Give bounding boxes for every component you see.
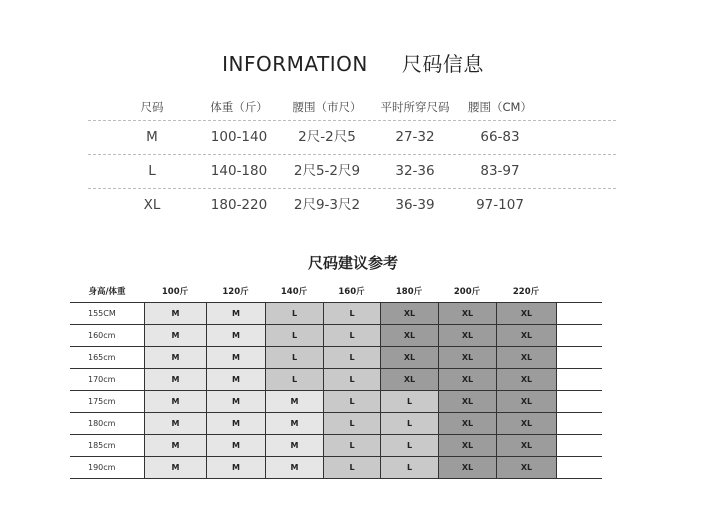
size-recommend-cell: XL — [496, 457, 556, 478]
size-recommend-cell: L — [323, 391, 380, 412]
waist-shichi-cell: 2尺-2尺5 — [298, 129, 356, 145]
recommend-title: 尺码建议参考 — [307, 254, 398, 272]
size-recommend-cell: M — [206, 457, 265, 478]
table-row — [70, 303, 602, 325]
size-recommend-cell: L — [323, 347, 380, 368]
size-recommend-cell: M — [206, 435, 265, 456]
size-info-row — [88, 155, 616, 188]
size-recommend-cell: L — [323, 413, 380, 434]
height-label: 155CM — [88, 309, 116, 318]
size-recommend-cell: M — [265, 457, 323, 478]
height-label: 170cm — [88, 375, 116, 384]
size-recommend-cell: L — [323, 369, 380, 390]
size-recommend-cell: M — [144, 325, 206, 346]
size-recommend-cell: M — [206, 413, 265, 434]
waist-cm-cell: 97-107 — [476, 197, 524, 213]
size-recommend-cell: XL — [380, 325, 438, 346]
usual-size-cell: 36-39 — [395, 197, 435, 213]
size-recommend-cell: XL — [496, 369, 556, 390]
size-recommend-cell: M — [206, 369, 265, 390]
size-recommend-cell: XL — [438, 435, 496, 456]
header-size: 尺码 — [140, 100, 164, 114]
size-recommend-cell: M — [206, 303, 265, 324]
height-label: 165cm — [88, 353, 116, 362]
size-info-row — [88, 121, 616, 154]
size-recommend-cell: XL — [380, 347, 438, 368]
size-cell: L — [148, 163, 156, 179]
size-recommend-cell: XL — [438, 303, 496, 324]
size-recommend-cell: M — [144, 369, 206, 390]
recommend-header-row — [70, 282, 602, 302]
size-recommend-cell: L — [265, 303, 323, 324]
size-recommend-cell: L — [323, 325, 380, 346]
table-row — [70, 457, 602, 479]
waist-shichi-cell: 2尺9-3尺2 — [293, 197, 361, 213]
waist-cm-cell: 66-83 — [480, 129, 520, 145]
size-recommend-cell: L — [265, 347, 323, 368]
weight-header: 140斤 — [280, 287, 308, 297]
weight-header: 180斤 — [395, 287, 423, 297]
empty-cell — [556, 413, 603, 434]
header-waist-shichi: 腰围（市尺） — [292, 100, 362, 114]
height-label: 185cm — [88, 441, 116, 450]
size-info-header-row — [88, 94, 616, 120]
table-row — [70, 435, 602, 457]
size-recommend-cell: XL — [438, 413, 496, 434]
size-info-row — [88, 189, 616, 222]
weight-header: 160斤 — [338, 287, 365, 297]
usual-size-cell: 27-32 — [395, 129, 435, 145]
empty-cell — [556, 325, 603, 346]
size-recommend-cell: M — [144, 303, 206, 324]
table-row — [70, 369, 602, 391]
size-recommend-cell: L — [380, 457, 438, 478]
size-recommend-cell: L — [265, 325, 323, 346]
weight-header: 200斤 — [453, 287, 481, 297]
header-usual-size: 平时所穿尺码 — [380, 100, 450, 114]
height-label: 175cm — [88, 397, 116, 406]
size-recommend-cell: L — [323, 303, 380, 324]
header-waist-cm: 腰围（CM） — [468, 100, 532, 114]
size-recommend-cell: M — [144, 391, 206, 412]
size-recommend-cell: M — [265, 435, 323, 456]
corner-header: 身高/体重 — [88, 287, 126, 297]
size-recommend-cell: M — [265, 413, 323, 434]
size-recommend-cell: XL — [380, 303, 438, 324]
info-title-cn: 尺码信息 — [401, 52, 484, 76]
waist-shichi-cell: 2尺5-2尺9 — [293, 163, 361, 179]
size-recommend-cell: M — [144, 457, 206, 478]
size-recommend-cell: M — [144, 413, 206, 434]
weight-cell: 180-220 — [210, 197, 268, 213]
size-info-table — [88, 94, 616, 222]
size-recommend-cell: XL — [496, 391, 556, 412]
size-recommend-cell: M — [206, 391, 265, 412]
table-row — [70, 325, 602, 347]
size-recommend-cell: L — [265, 369, 323, 390]
weight-header: 120斤 — [222, 287, 249, 297]
header-weight: 体重（斤） — [210, 100, 268, 114]
size-recommend-cell: L — [380, 413, 438, 434]
weight-header: 100斤 — [161, 287, 189, 297]
size-recommend-cell: M — [144, 347, 206, 368]
empty-cell — [556, 303, 603, 324]
height-label: 160cm — [88, 331, 116, 340]
size-recommend-cell: XL — [496, 325, 556, 346]
size-recommend-cell: XL — [438, 369, 496, 390]
size-recommend-cell: M — [265, 391, 323, 412]
empty-cell — [556, 435, 603, 456]
size-recommend-cell: L — [380, 435, 438, 456]
size-recommend-cell: M — [206, 325, 265, 346]
empty-cell — [556, 391, 603, 412]
empty-cell — [556, 369, 603, 390]
size-recommend-cell: XL — [438, 325, 496, 346]
size-recommend-cell: XL — [380, 369, 438, 390]
height-label: 190cm — [88, 463, 116, 472]
table-row — [70, 347, 602, 369]
height-label: 180cm — [88, 419, 116, 428]
weight-cell: 140-180 — [210, 163, 268, 179]
size-recommend-cell: XL — [496, 413, 556, 434]
size-recommend-cell: XL — [496, 303, 556, 324]
usual-size-cell: 32-36 — [395, 163, 435, 179]
size-recommend-cell: XL — [496, 347, 556, 368]
weight-cell: 100-140 — [210, 129, 268, 145]
weight-header: 220斤 — [512, 287, 540, 297]
size-recommend-cell: XL — [496, 435, 556, 456]
table-row — [70, 413, 602, 435]
size-recommend-cell: L — [380, 391, 438, 412]
info-title — [0, 48, 706, 77]
size-recommend-cell: L — [323, 435, 380, 456]
size-recommend-cell: XL — [438, 457, 496, 478]
size-recommend-cell: L — [323, 457, 380, 478]
size-recommend-cell: M — [206, 347, 265, 368]
recommend-table — [70, 302, 602, 479]
empty-cell — [556, 457, 603, 478]
waist-cm-cell: 83-97 — [480, 163, 520, 179]
empty-cell — [556, 347, 603, 368]
size-recommend-cell: M — [144, 435, 206, 456]
size-recommend-cell: XL — [438, 347, 496, 368]
table-row — [70, 391, 602, 413]
info-title-en: INFORMATION — [222, 52, 368, 76]
size-recommend-cell: XL — [438, 391, 496, 412]
size-cell: XL — [143, 197, 161, 213]
size-cell: M — [146, 129, 158, 145]
